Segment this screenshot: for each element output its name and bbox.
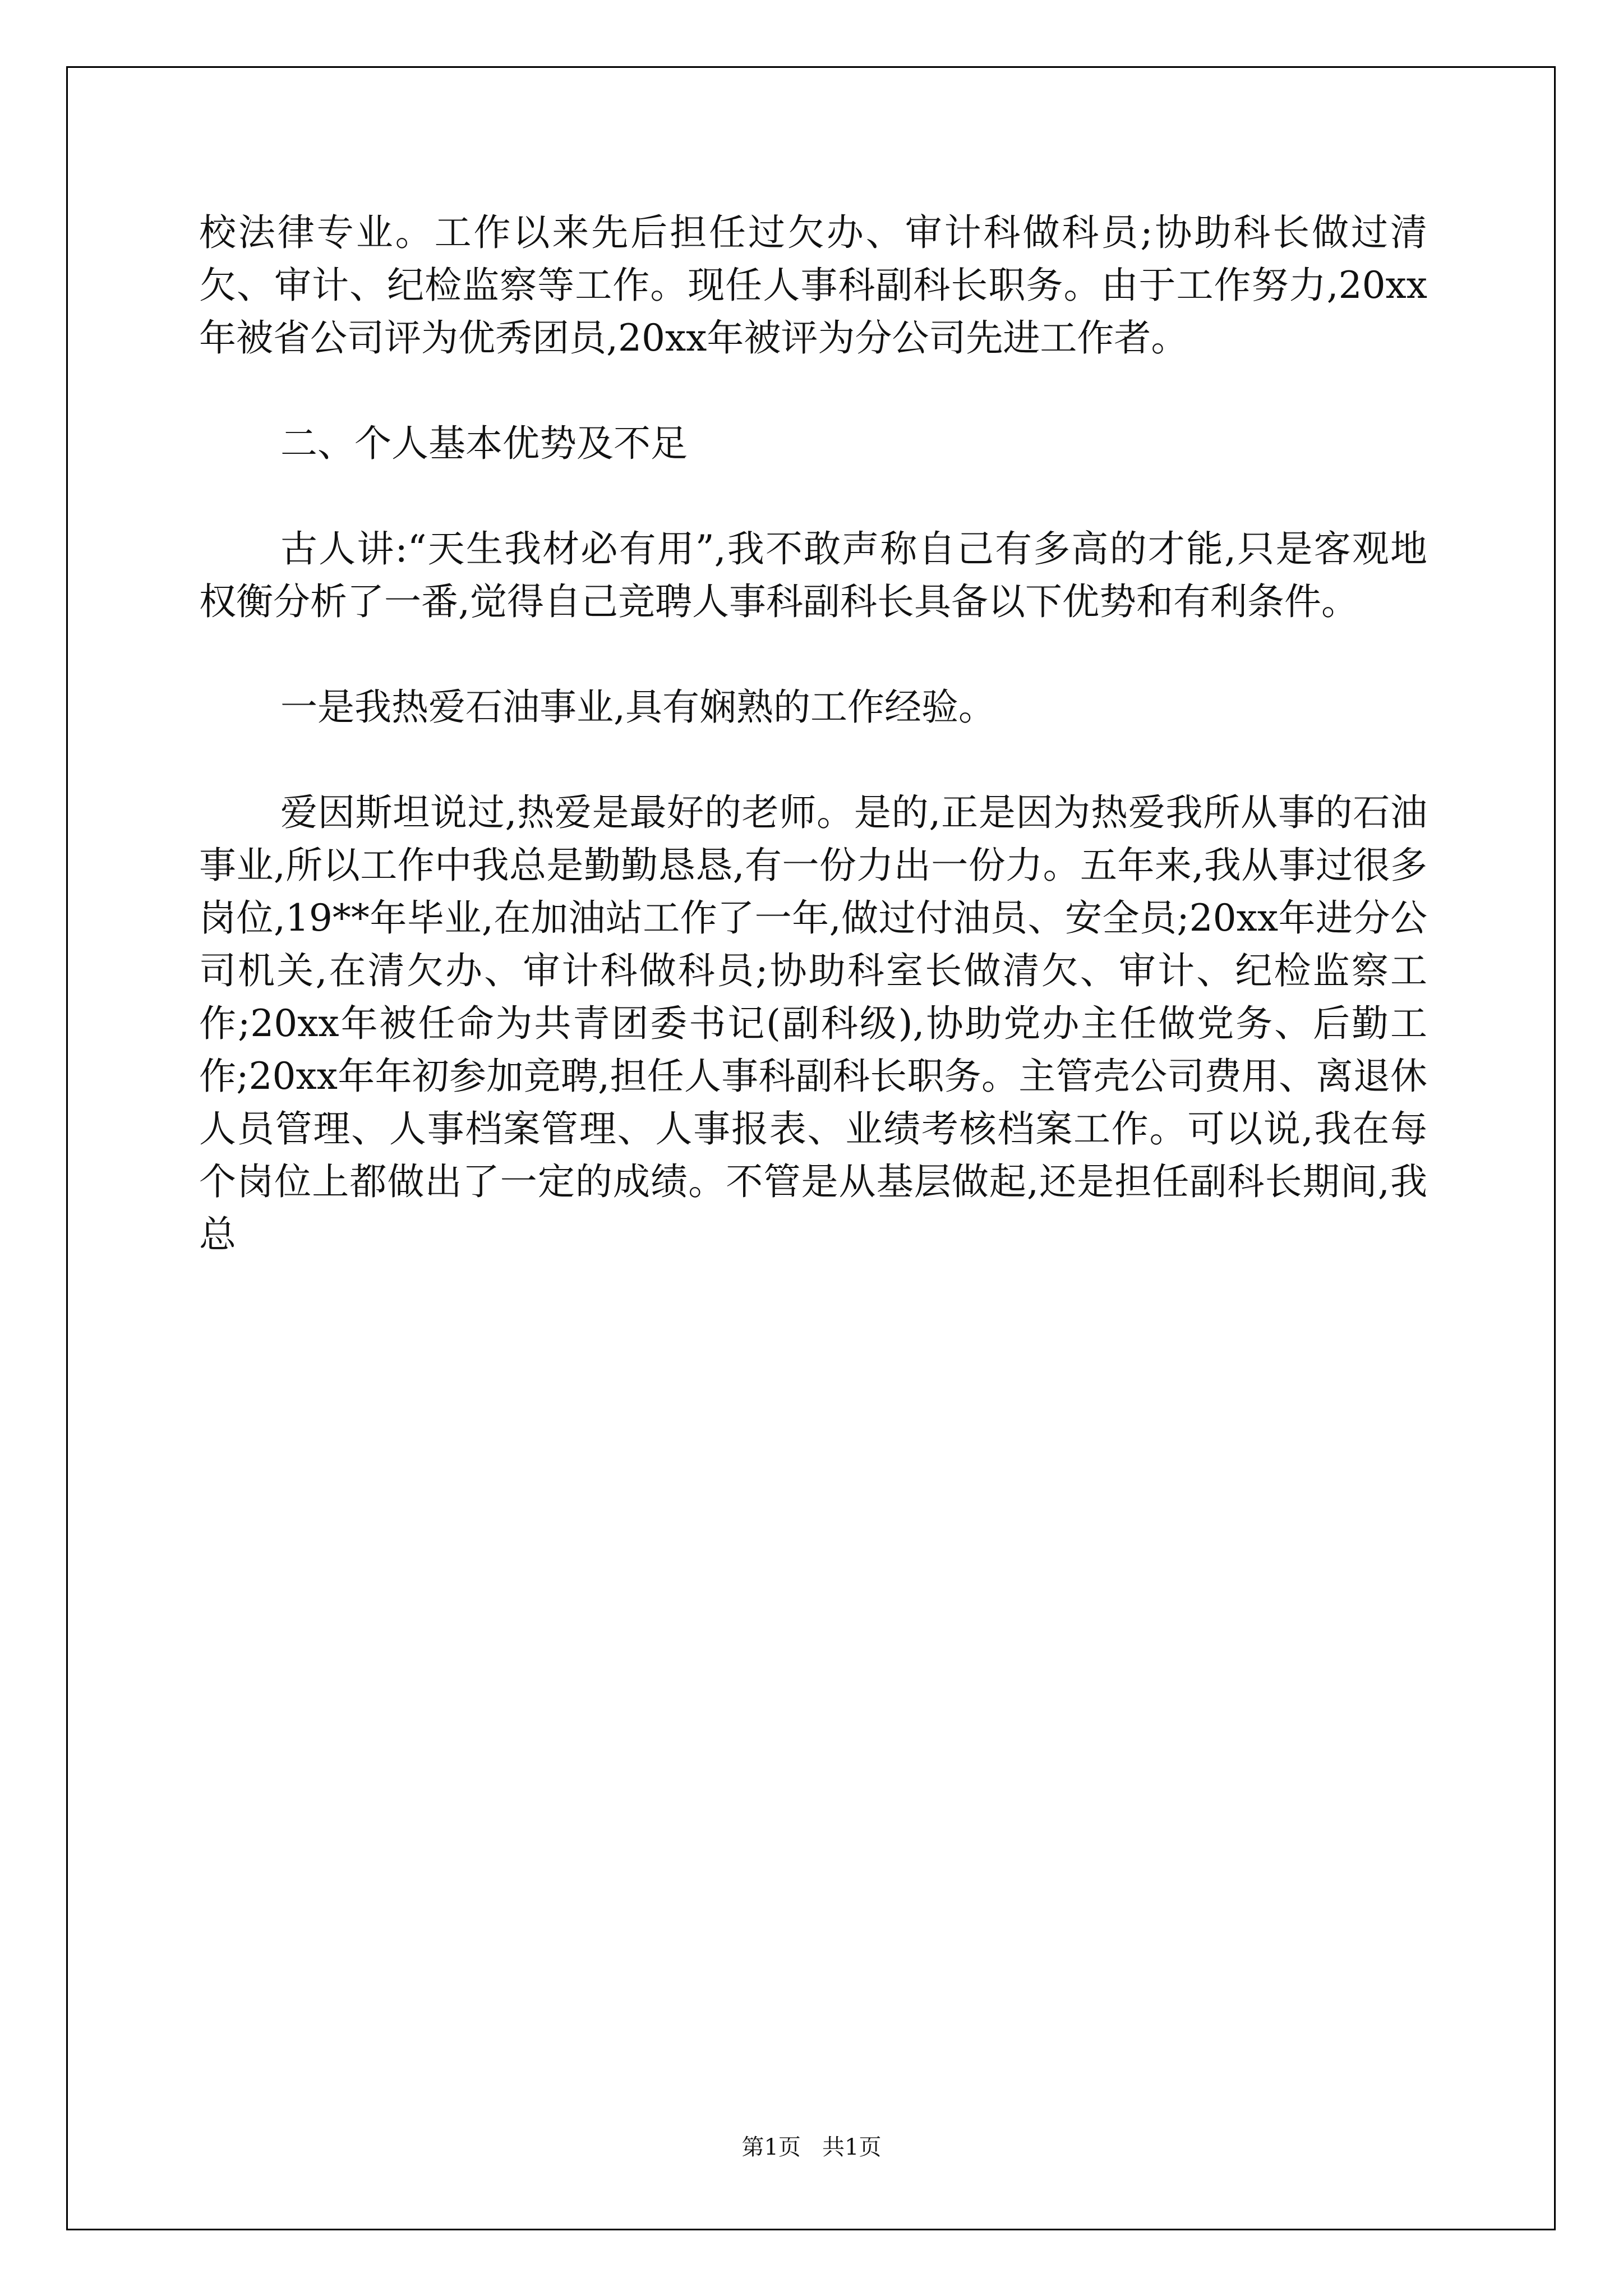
document-body [199,206,1427,1314]
paragraph-3: 一是我热爱石油事业,具有娴熟的工作经验。 [280,685,995,729]
paragraph-1: 校法律专业。工作以来先后担任过欠办、审计科做科员;协助科长做过清欠、审计、纪检监察等工作。现任人事科副科长职务。由于工作努力,20xx年被省公司评为优秀团员,20xx年被评为分公司先进工作者。 [199,211,1427,360]
page-number-footer: 第1页 共1页 [741,2134,882,2160]
paragraph-2: 古人讲:“天生我材必有用”,我不敢声称自己有多高的才能,只是客观地权衡分析了一番,觉得自己竞聘人事科副科长具备以下优势和有利条件。 [199,527,1427,623]
paragraph-4: 爱因斯坦说过,热爱是最好的老师。是的,正是因为热爱我所从事的石油事业,所以工作中我总是勤勤恳恳,有一份力出一份力。五年来,我从事过很多岗位,19**年毕业,在加油站工作了一年,做过付油员、安全员;20xx年进分公司机关,在清欠办、审计科做科员;协助科室长做清欠、审计、纪检监察工作;20xx年被任命为共青团委书记(副科级),协助党办主任做党务、后勤工作;20xx年年初参加竞聘,担任人事科副科长职务。主管壳公司费用、离退休人员管理、人事档案管理、人事报表、业绩考核档案工作。可以说,我在每个岗位上都做出了一定的成绩。不管是从基层做起,还是担任副科长期间,我总 [199,791,1427,1256]
section-heading: 二、个人基本优势及不足 [280,422,688,465]
